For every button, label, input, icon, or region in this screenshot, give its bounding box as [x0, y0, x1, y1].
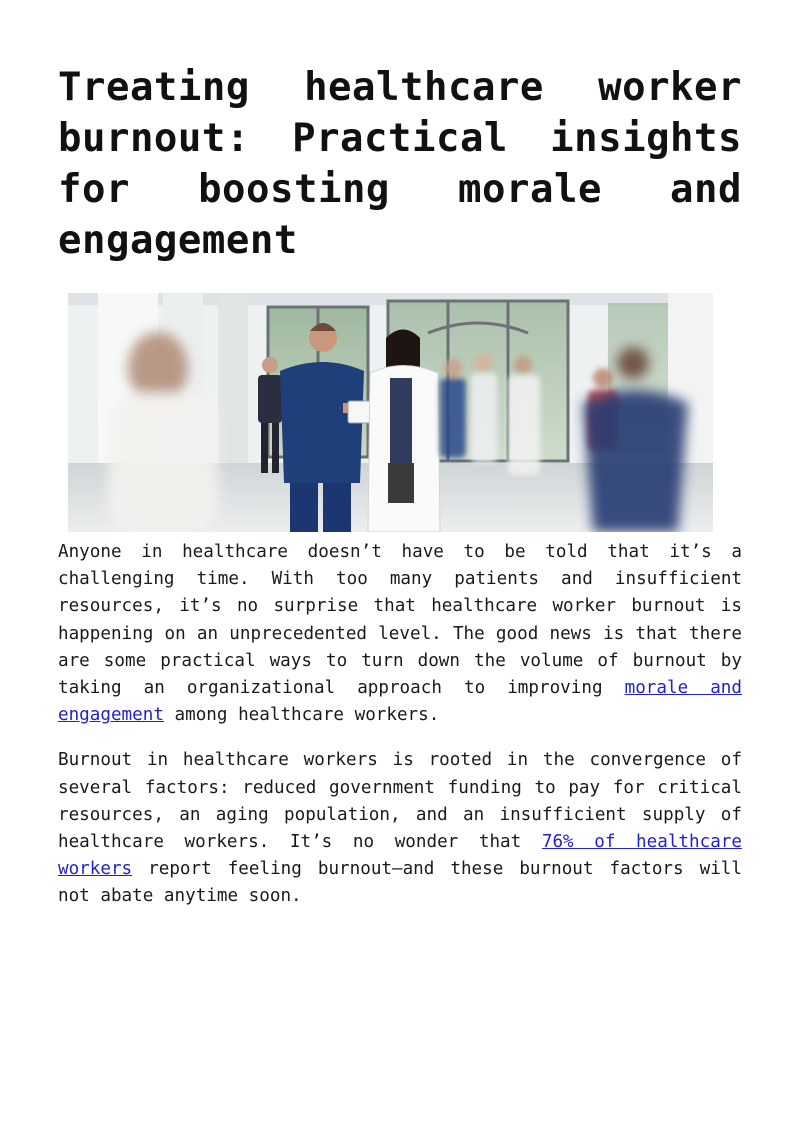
paragraph-intro-text-end: among healthcare workers.: [163, 705, 440, 726]
morale-engagement-link[interactable]: morale and engagement: [58, 678, 742, 726]
paragraph-intro: [58, 539, 742, 729]
article: [58, 0, 742, 911]
paragraph-causes-text-start: Burnout in healthcare workers is rooted in the convergence of several factors: reduced government funding to pay for critical resources, an aging population, and an insufficient supply of healthcare workers. It’s no wonder that: [58, 750, 742, 853]
article-title: Treating healthcare worker burnout: Practical insights for boosting morale and engagement: [58, 65, 742, 263]
burnout-statistic-link[interactable]: 76% of healthcare workers: [58, 832, 742, 880]
hero-illustration: [68, 293, 713, 532]
hero-image: [68, 293, 713, 532]
paragraph-causes-text-end: report feeling burnout—and these burnout factors will not abate anytime soon.: [58, 859, 742, 907]
paragraph-intro-text-start: Anyone in healthcare doesn’t have to be told that it’s a challenging time. With too many patients and insufficient resources, it’s no surprise that healthcare worker burnout is happening on an unprecedented level. The good news is that there are some practical ways to turn down the volume of burnout by taking an organizational approach to improving: [58, 542, 742, 699]
paragraph-causes: [58, 747, 742, 910]
